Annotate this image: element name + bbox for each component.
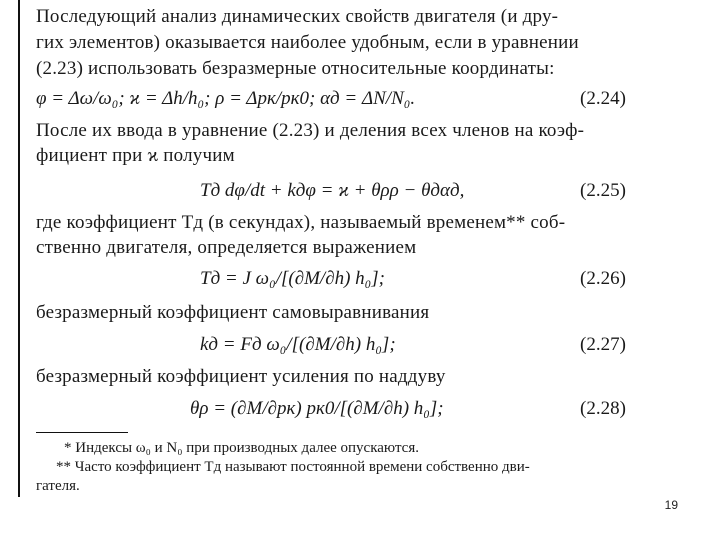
footnote-separator: [36, 432, 128, 433]
paragraph-1-line-3: (2.23) использовать безразмерные относительные координаты:: [36, 58, 555, 79]
equation-number-2-27: (2.27): [580, 334, 626, 355]
footnote-2: ** Часто коэффициент Tд называют постоянной времени собственно дви-: [56, 459, 530, 475]
equation-number-2-25: (2.25): [580, 180, 626, 201]
paragraph-5: безразмерный коэффициент усиления по наддуву: [36, 366, 446, 387]
equation-2-26: Tд = J ω₀/[(∂M/∂h) h₀];: [200, 268, 385, 289]
paragraph-1-line-2: гих элементов) оказывается наиболее удобным, если в уравнении: [36, 32, 579, 53]
paragraph-2-line-1: После их ввода в уравнение (2.23) и деления всех членов на коэф-: [36, 120, 585, 141]
paragraph-4: безразмерный коэффициент самовыравнивания: [36, 302, 430, 323]
page-number: 19: [664, 498, 678, 512]
equation-2-28: θρ = (∂M/∂pк) pк0/[(∂M/∂h) h₀];: [190, 398, 444, 419]
equation-2-25: Tд dφ/dt + kдφ = ϰ + θρρ − θдαд,: [200, 180, 465, 201]
paragraph-3-line-2: ственно двигателя, определяется выражением: [36, 237, 417, 258]
footnote-1: * Индексы ω₀ и N₀ при производных далее опускаются.: [64, 440, 419, 456]
footnote-2-continuation: гателя.: [36, 478, 80, 494]
equation-2-24: φ = Δω/ω₀; ϰ = Δh/h₀; ρ = Δpк/pк0; αд = ΔN/N₀.: [36, 88, 416, 109]
paragraph-3-line-1: где коэффициент Tд (в секундах), называемый временем** соб-: [36, 212, 566, 233]
scanned-page: [18, 0, 642, 497]
equation-number-2-28: (2.28): [580, 398, 626, 419]
paragraph-2-line-2: фициент при ϰ получим: [36, 145, 235, 166]
paragraph-1-line-1: Последующий анализ динамических свойств двигателя (и дру-: [36, 6, 559, 27]
equation-number-2-26: (2.26): [580, 268, 626, 289]
equation-2-27: kд = Fд ω₀/[(∂M/∂h) h₀];: [200, 334, 396, 355]
equation-number-2-24: (2.24): [580, 88, 626, 109]
